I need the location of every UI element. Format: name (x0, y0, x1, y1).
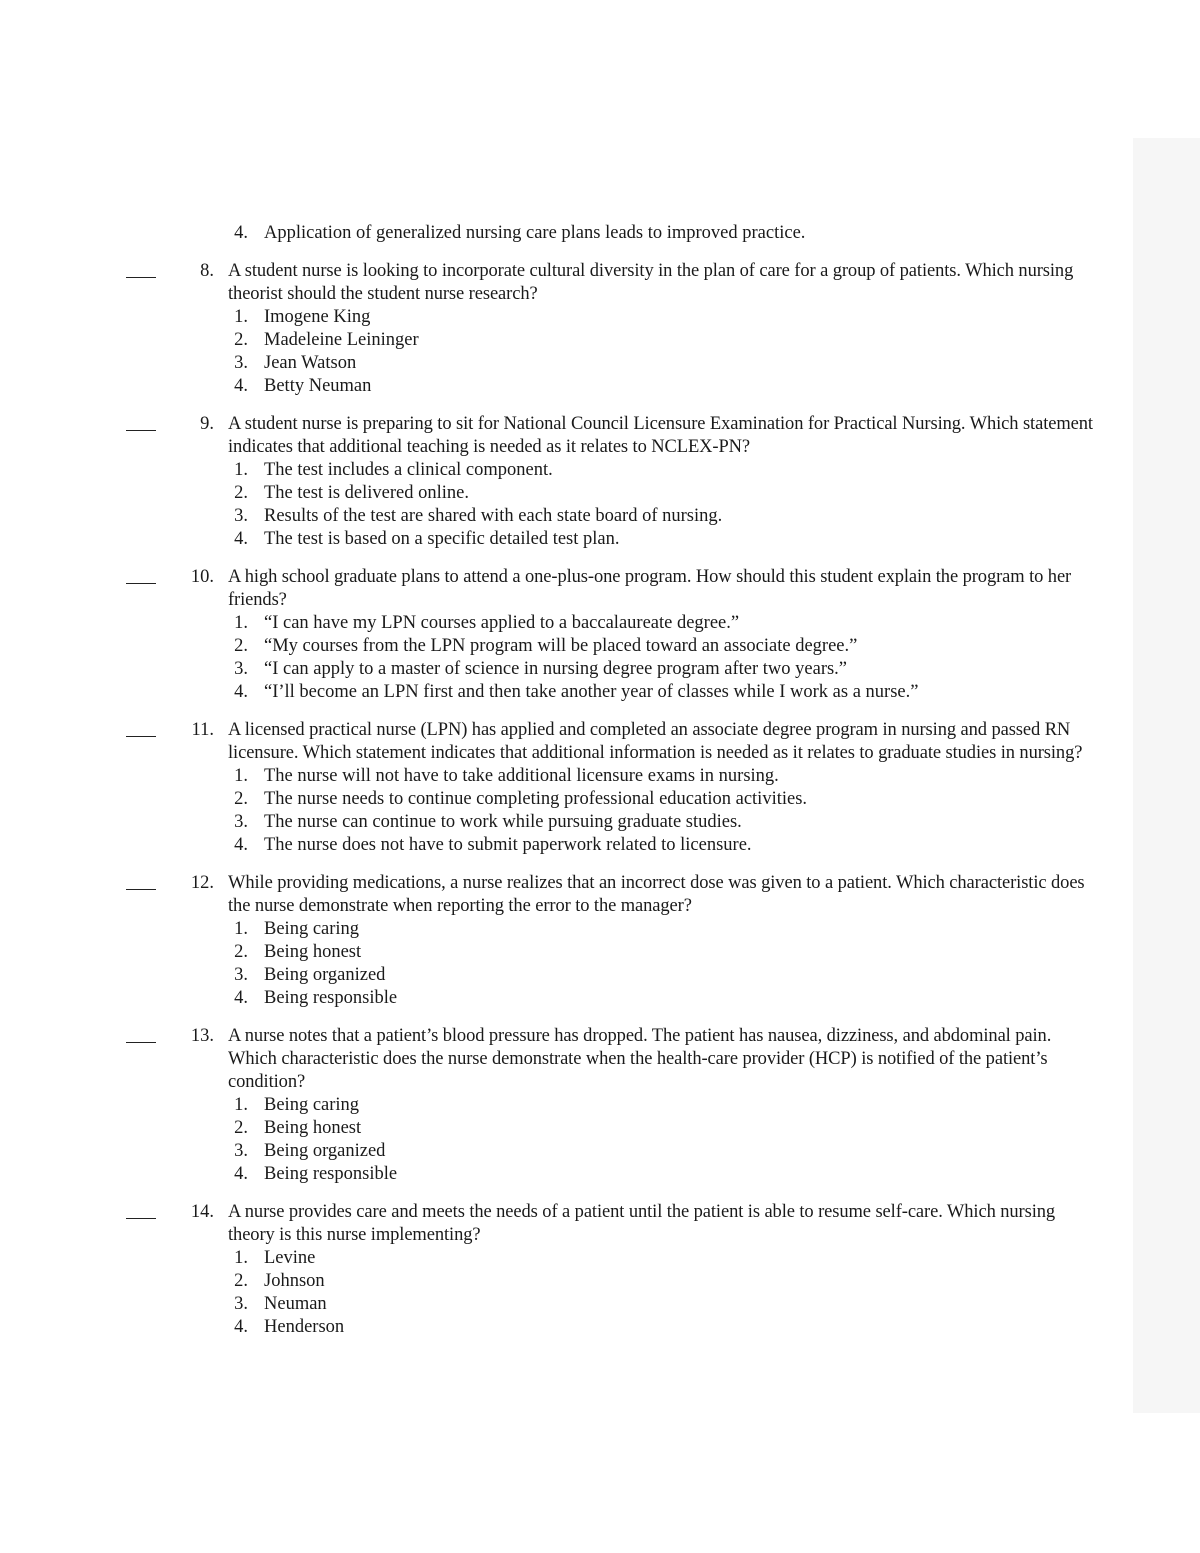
option (0, 528, 1133, 551)
option (0, 482, 1133, 505)
option-number: 1. (234, 460, 248, 480)
option-text: The test includes a clinical component. (264, 460, 553, 480)
option (0, 1094, 1133, 1117)
option (0, 329, 1133, 352)
option (0, 1293, 1133, 1316)
option-text: Results of the test are shared with each state board of nursing. (264, 506, 723, 526)
option-number: 2. (234, 483, 248, 503)
question-stem: While providing medications, a nurse realizes that an incorrect dose was given to a patient. Which characteristic does the nurse demonstrate when reporting the error to the manager? (228, 873, 1085, 916)
option-number: 3. (234, 1141, 248, 1161)
option-number: 3. (234, 659, 248, 679)
option (0, 658, 1133, 681)
option-number: 4. (234, 835, 248, 855)
option-text: Being responsible (264, 1164, 398, 1184)
option (0, 1247, 1133, 1270)
option-text: Being organized (264, 965, 386, 985)
option-number: 3. (234, 1294, 248, 1314)
option (0, 635, 1133, 658)
option-text: Henderson (264, 1317, 345, 1337)
option (0, 1270, 1133, 1293)
option (0, 811, 1133, 834)
option-number: 1. (234, 307, 248, 327)
question-stem: A student nurse is looking to incorporate cultural diversity in the plan of care for a group of patients. Which nursing theorist should the student nurse research? (228, 261, 1074, 304)
option-text: Imogene King (264, 307, 371, 327)
question-list (0, 222, 1133, 1354)
answer-blank[interactable] (126, 566, 156, 589)
option-number: 4. (234, 988, 248, 1008)
option (0, 459, 1133, 482)
question-number: 9. (200, 414, 214, 434)
question-number: 13. (190, 1026, 214, 1046)
option (0, 352, 1133, 375)
option-number: 3. (234, 353, 248, 373)
option-number: 3. (234, 506, 248, 526)
option-list (0, 612, 1133, 704)
question-8 (0, 260, 1133, 398)
option-list (0, 1094, 1133, 1186)
option (0, 765, 1133, 788)
option-text: The nurse does not have to submit paperwork related to licensure. (264, 835, 752, 855)
question-11 (0, 719, 1133, 857)
option-number: 1. (234, 1095, 248, 1115)
option (0, 1316, 1133, 1339)
option (0, 987, 1133, 1010)
option (0, 306, 1133, 329)
option-text: Being caring (264, 1095, 360, 1115)
option-text: The nurse needs to continue completing professional education activities. (264, 789, 808, 809)
question-number: 10. (190, 567, 214, 587)
question-number: 11. (191, 720, 214, 740)
option-number: 2. (234, 1118, 248, 1138)
option-number: 1. (234, 1248, 248, 1268)
option-text: “My courses from the LPN program will be placed toward an associate degree.” (264, 636, 858, 656)
option-number: 2. (234, 330, 248, 350)
option (0, 918, 1133, 941)
question-stem: A nurse provides care and meets the needs of a patient until the patient is able to resume self-care. Which nursing theory is this nurse implementing? (228, 1202, 1056, 1245)
option (0, 681, 1133, 704)
option-list (0, 918, 1133, 1010)
option (0, 941, 1133, 964)
page-edge-shadow (1133, 138, 1200, 1413)
option-number: 1. (234, 766, 248, 786)
option-text: Being honest (264, 942, 362, 962)
option-text: Neuman (264, 1294, 327, 1314)
option-text: Being organized (264, 1141, 386, 1161)
question-14 (0, 1201, 1133, 1339)
option-number: 1. (234, 919, 248, 939)
option-text: “I can have my LPN courses applied to a baccalaureate degree.” (264, 613, 740, 633)
option-text: Being honest (264, 1118, 362, 1138)
option-number: 2. (234, 789, 248, 809)
option-number: 3. (234, 965, 248, 985)
question-stem: A nurse notes that a patient’s blood pressure has dropped. The patient has nausea, dizziness, and abdominal pain. Which characteristic does the nurse demonstrate when the health-care provider (HCP) is notified of the patient’s condition? (228, 1026, 1052, 1092)
answer-blank[interactable] (126, 1025, 156, 1048)
option (0, 375, 1133, 398)
option-number: 2. (234, 636, 248, 656)
answer-blank[interactable] (126, 872, 156, 895)
question-stem: A licensed practical nurse (LPN) has applied and completed an associate degree program in nursing and passed RN licensure. Which statement indicates that additional information is needed as it relates to graduate studies in nursing? (228, 720, 1083, 763)
option-text: Johnson (264, 1271, 325, 1291)
answer-blank[interactable] (126, 1201, 156, 1224)
option (0, 612, 1133, 635)
option-text: The test is delivered online. (264, 483, 469, 503)
option-list (0, 306, 1133, 398)
option (0, 1140, 1133, 1163)
question-stem: A student nurse is preparing to sit for National Council Licensure Examination for Practical Nursing. Which statement indicates that additional teaching is needed as it relates to NCLEX-PN? (228, 414, 1093, 457)
option-number: 2. (234, 1271, 248, 1291)
question-number: 12. (190, 873, 214, 893)
option-text: Jean Watson (264, 353, 357, 373)
option-text: Application of generalized nursing care plans leads to improved practice. (264, 223, 806, 243)
question-12 (0, 872, 1133, 1010)
option-number: 4. (234, 1317, 248, 1337)
option-number: 4. (234, 1164, 248, 1184)
option-text: The test is based on a specific detailed test plan. (264, 529, 620, 549)
option-list (0, 765, 1133, 857)
question-stem: A high school graduate plans to attend a one-plus-one program. How should this student explain the program to her friends? (228, 567, 1072, 610)
option-number: 2. (234, 942, 248, 962)
option-number: 4. (234, 376, 248, 396)
option-text: “I’ll become an LPN first and then take another year of classes while I work as a nurse.” (264, 682, 919, 702)
answer-blank[interactable] (126, 260, 156, 283)
question-number: 8. (200, 261, 214, 281)
option (0, 1163, 1133, 1186)
option-text: Being caring (264, 919, 360, 939)
option-list (0, 1247, 1133, 1339)
option (0, 505, 1133, 528)
option-number: 1. (234, 613, 248, 633)
option-text: Levine (264, 1248, 316, 1268)
option-number: 4. (234, 529, 248, 549)
option-number: 3. (234, 812, 248, 832)
continued-option (0, 222, 1133, 245)
option-text: The nurse can continue to work while pursuing graduate studies. (264, 812, 742, 832)
option-list (0, 459, 1133, 551)
option-text: Madeleine Leininger (264, 330, 419, 350)
option-number: 4. (234, 223, 248, 243)
option-text: Being responsible (264, 988, 398, 1008)
option-number: 4. (234, 682, 248, 702)
question-10 (0, 566, 1133, 704)
option (0, 834, 1133, 857)
question-9 (0, 413, 1133, 551)
option-text: “I can apply to a master of science in nursing degree program after two years.” (264, 659, 848, 679)
option (0, 788, 1133, 811)
option-text: The nurse will not have to take additional licensure exams in nursing. (264, 766, 779, 786)
answer-blank[interactable] (126, 719, 156, 742)
option (0, 1117, 1133, 1140)
answer-blank[interactable] (126, 413, 156, 436)
option (0, 964, 1133, 987)
question-number: 14. (190, 1202, 214, 1222)
question-13 (0, 1025, 1133, 1186)
option-text: Betty Neuman (264, 376, 372, 396)
